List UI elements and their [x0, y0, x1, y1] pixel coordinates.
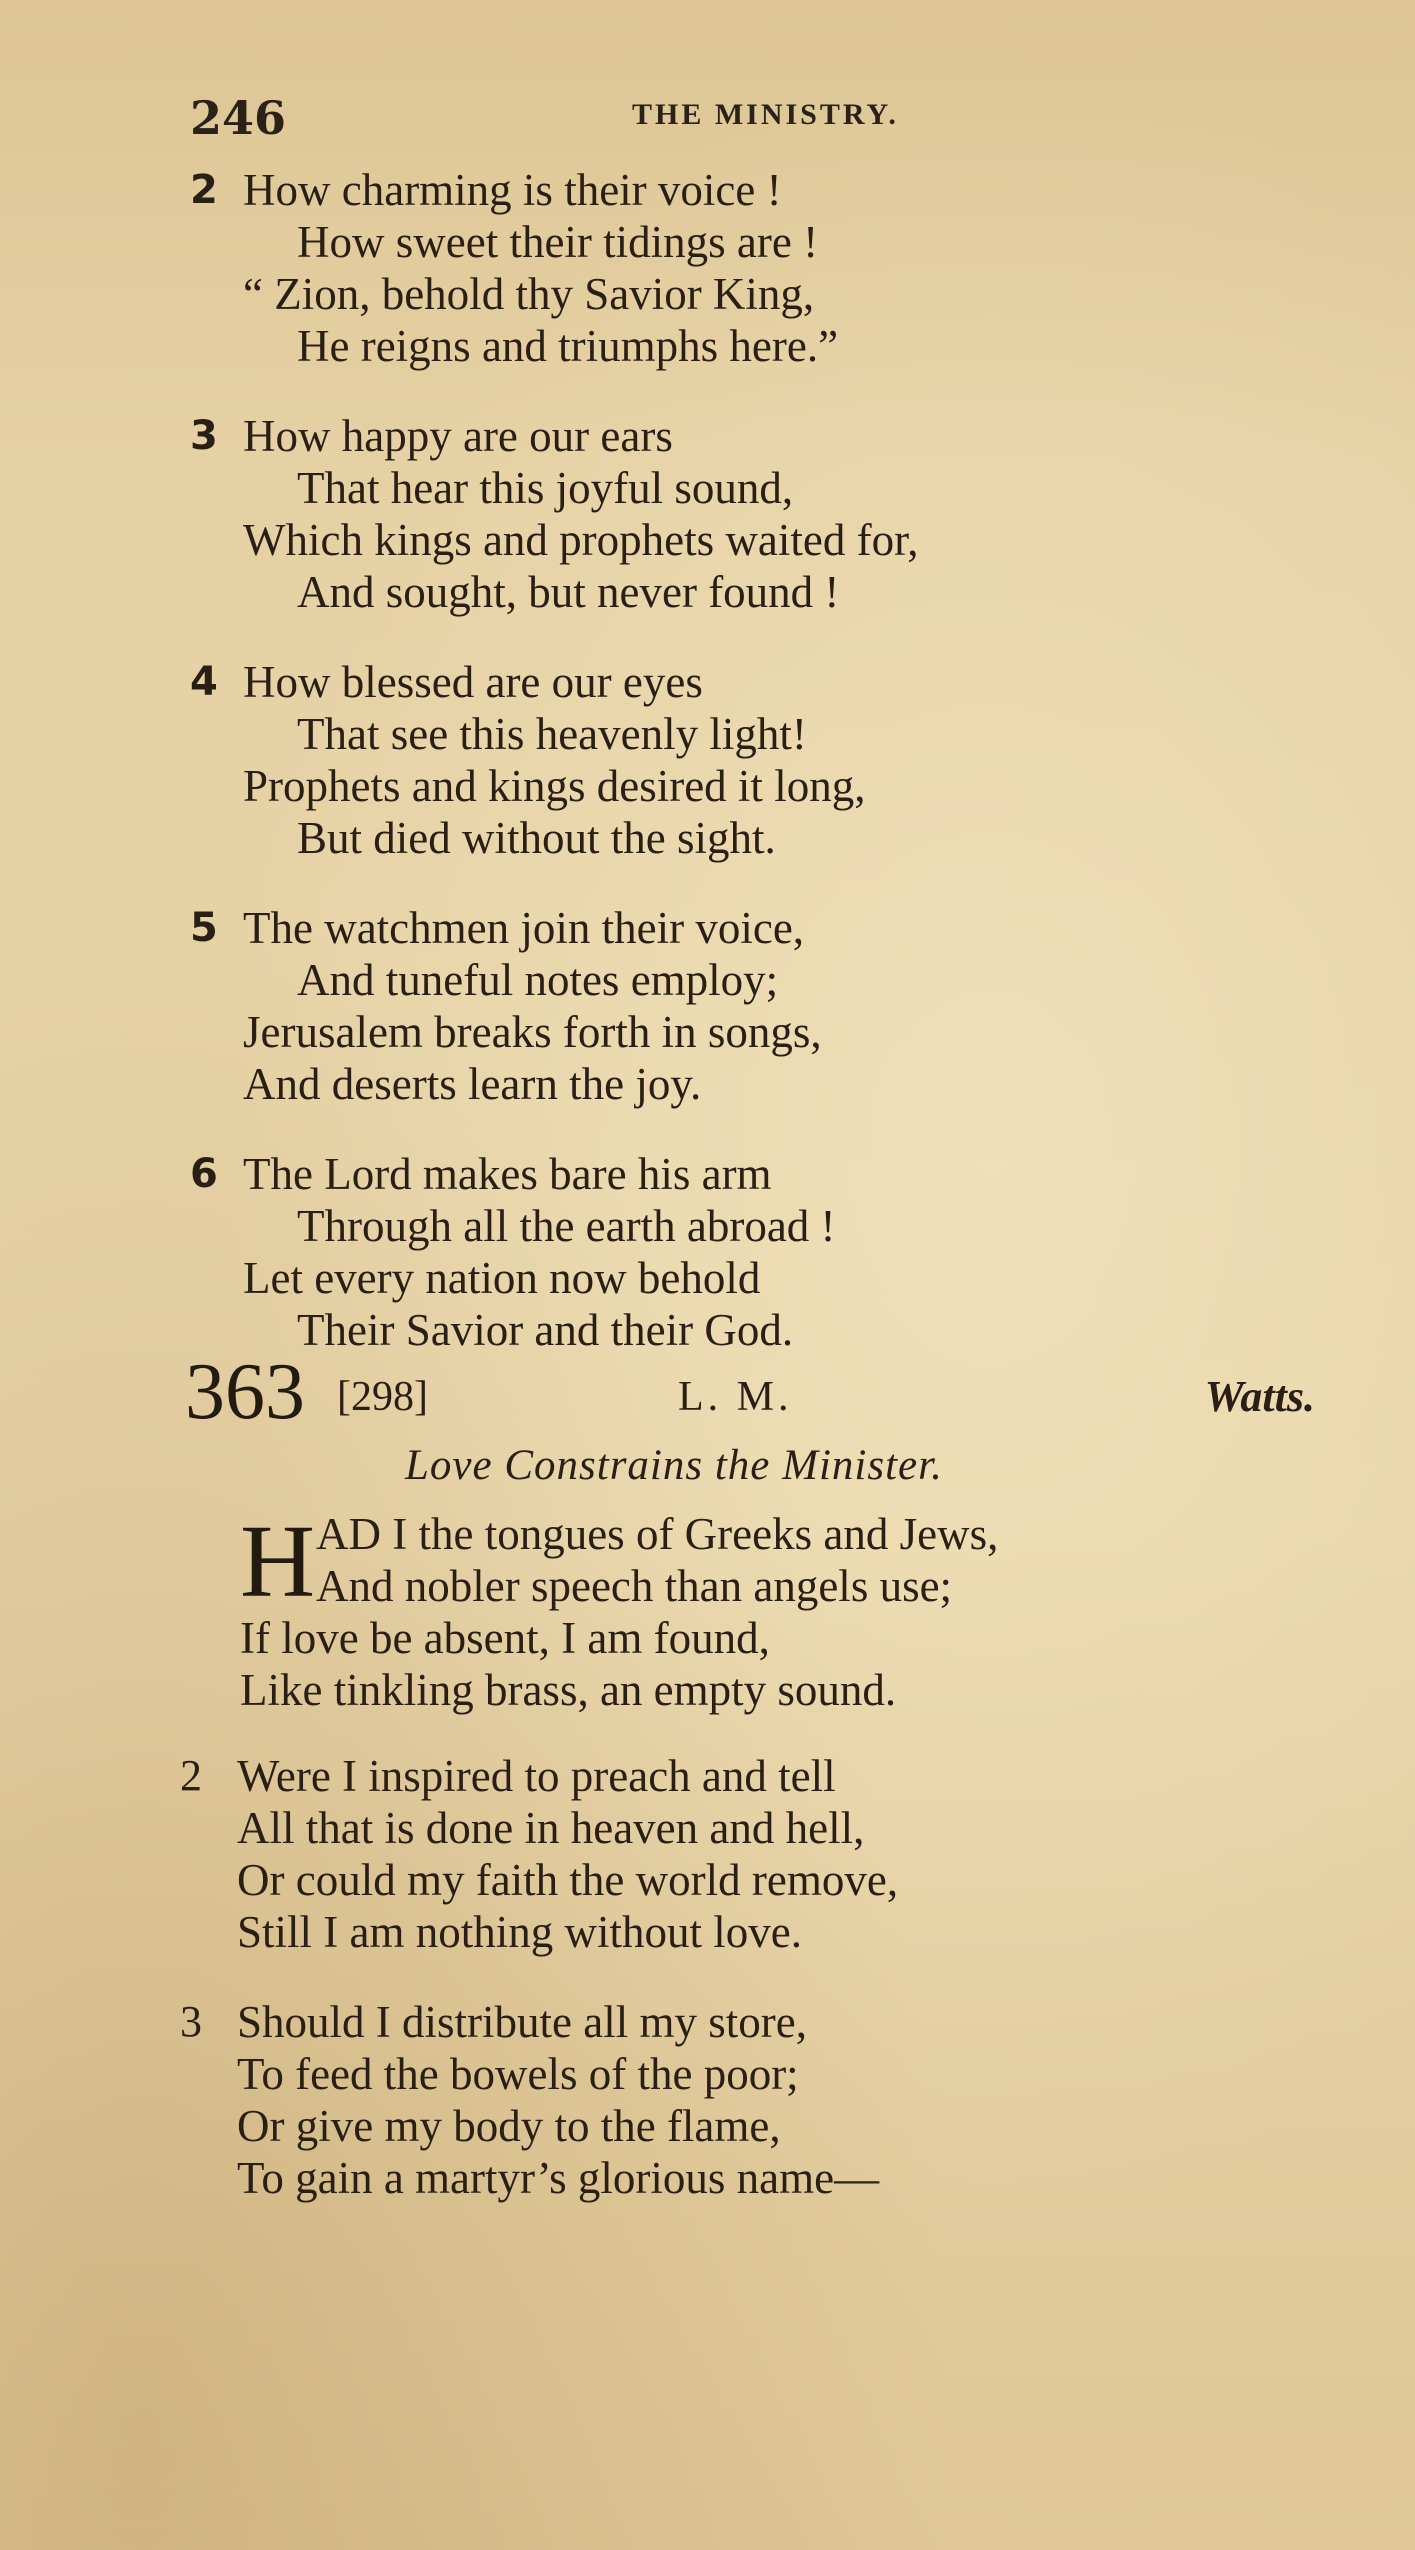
verse-line: That hear this joyful sound,	[297, 463, 794, 513]
verse-line: Through all the earth abroad !	[297, 1201, 836, 1251]
verse-line: But died without the sight.	[297, 813, 776, 863]
hymn-number: 363	[185, 1348, 305, 1436]
previous-hymn-verses	[190, 164, 1320, 1394]
verse-line: Like tinkling brass, an empty sound.	[240, 1665, 897, 1715]
verse-line: To gain a martyr’s glorious name—	[237, 2153, 880, 2203]
page-number: 246	[190, 91, 287, 145]
verse-line: Still I am nothing without love.	[237, 1907, 802, 1957]
verse-number: 4	[190, 659, 218, 705]
verse-line: To feed the bowels of the poor;	[237, 2049, 799, 2099]
verse-line: Or give my body to the flame,	[237, 2101, 781, 2151]
verse-line: Should I distribute all my store,	[237, 1997, 807, 2047]
verse-line: And nobler speech than angels use;	[316, 1561, 953, 1611]
verse-line: Which kings and prophets waited for,	[243, 515, 919, 565]
verse-line: If love be absent, I am found,	[240, 1613, 770, 1663]
verse-line: Were I inspired to preach and tell	[237, 1751, 836, 1801]
verse-line: And sought, but never found !	[297, 567, 840, 617]
hymn-heading	[185, 1348, 1315, 1436]
verse-line: How sweet their tidings are !	[297, 217, 819, 267]
verse-line: The Lord makes bare his arm	[243, 1149, 772, 1199]
verse-line: Their Savior and their God.	[297, 1305, 794, 1355]
verse-line: Jerusalem breaks forth in songs,	[243, 1007, 822, 1057]
verse-5	[190, 902, 1320, 1110]
running-head: THE MINISTRY.	[632, 98, 899, 131]
verse-2	[190, 164, 1320, 372]
hymn-old-number: [298]	[337, 1374, 428, 1420]
verse-3	[190, 410, 1320, 618]
verse-line: Prophets and kings desired it long,	[243, 761, 866, 811]
drop-cap: H	[240, 1504, 316, 1619]
verse-number: 2	[180, 1751, 202, 1800]
page-header	[190, 88, 1240, 148]
verse-1	[240, 1504, 1340, 1716]
verse-number: 2	[190, 167, 218, 213]
verse-line: How blessed are our eyes	[243, 657, 703, 707]
verse-number: 3	[180, 1997, 202, 2046]
hymn-title: Love Constrains the Minister.	[405, 1442, 943, 1489]
verse-line: The watchmen join their voice,	[243, 903, 805, 953]
verse-number: 6	[190, 1151, 218, 1197]
verse-4	[190, 656, 1320, 864]
verse-3	[180, 1996, 1320, 2204]
verse-line: AD I the tongues of Greeks and Jews,	[316, 1509, 999, 1559]
verse-2	[180, 1750, 1320, 1958]
hymn-author: Watts.	[1204, 1372, 1315, 1421]
hymn-verses	[180, 1750, 1320, 2242]
verse-line: Or could my faith the world remove,	[237, 1855, 899, 1905]
verse-line: All that is done in heaven and hell,	[237, 1803, 865, 1853]
verse-number: 3	[190, 413, 218, 459]
verse-line: “ Zion, behold thy Savior King,	[243, 269, 815, 319]
verse-line: And deserts learn the joy.	[243, 1059, 702, 1109]
hymn-meter: L. M.	[678, 1374, 793, 1420]
verse-line: Let every nation now behold	[243, 1253, 761, 1303]
verse-line: That see this heavenly light!	[297, 709, 807, 759]
verse-6	[190, 1148, 1320, 1356]
verse-line: And tuneful notes employ;	[297, 955, 779, 1005]
verse-line: How charming is their voice !	[243, 165, 782, 215]
verse-line: He reigns and triumphs here.”	[297, 321, 839, 371]
verse-line: How happy are our ears	[243, 411, 673, 461]
verse-number: 5	[190, 905, 218, 951]
